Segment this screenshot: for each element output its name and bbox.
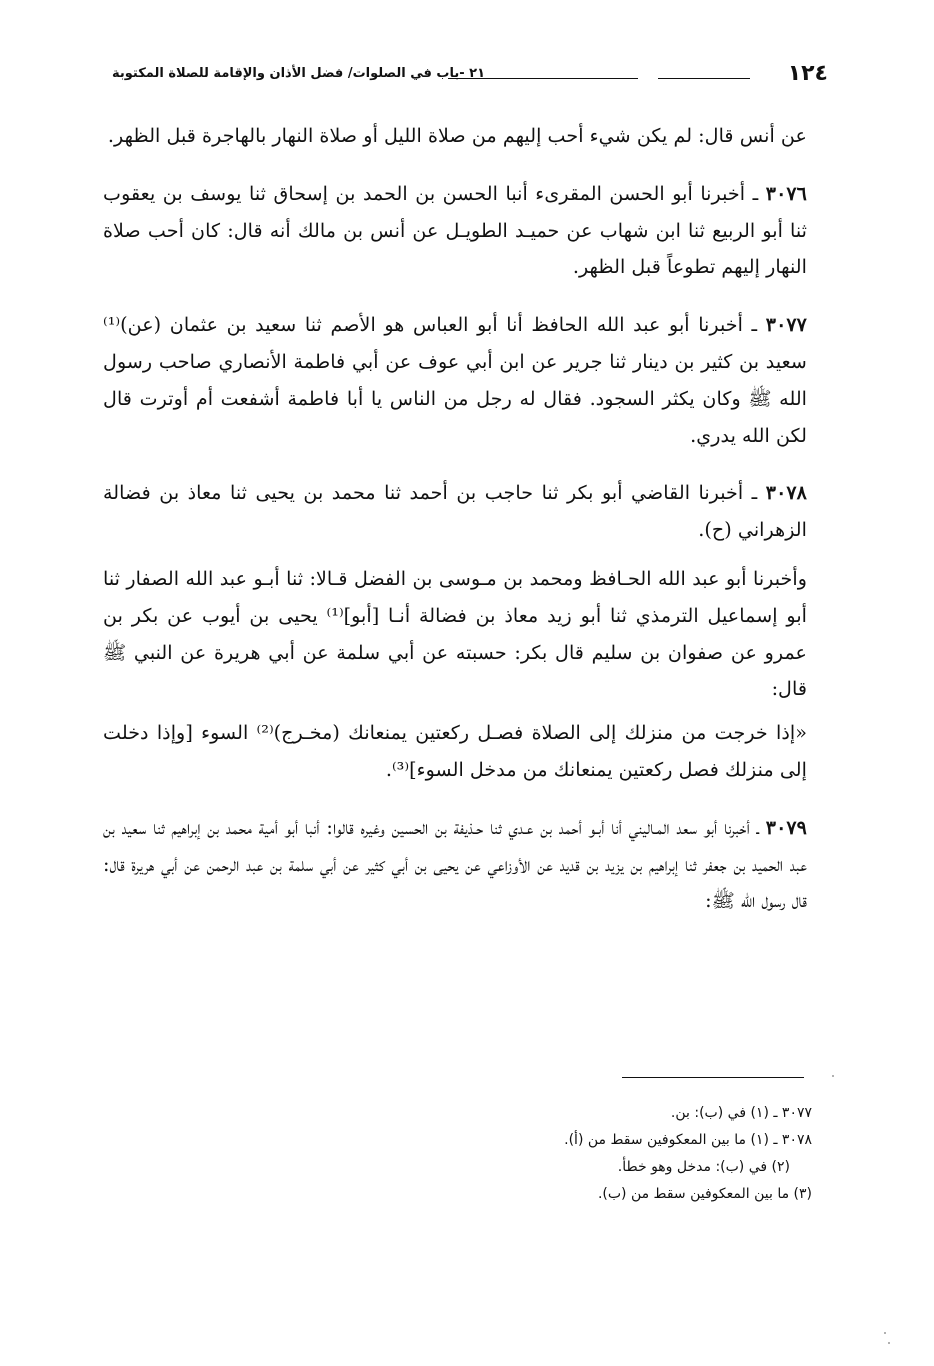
hadith-number: ٣٠٧٦ xyxy=(765,181,807,205)
scan-speck xyxy=(888,1342,890,1344)
paragraph-text: وأخبرنا أبو عبد الله الحـافظ ومحمد بن مـوسى بن الفضل قـالا: ثنا أبـو عبد الله الصفار ثنا أبو إسماعيل الترمذي ثنا أبو زيد معاذ بن فضالة أنـا [أبو]⁽¹⁾ يحيى بن أيوب عن بكر بن عمرو عن صفوان بن سليم قال بكر: حسبته عن أبي سلمة عن أبي هريرة عن النبي ﷺ قال: xyxy=(103,566,808,701)
main-text xyxy=(103,118,807,920)
paragraph-text: عن أنس قال: لم يكن شيء أحب إليهم من صلاة الليل أو صلاة النهار بالهاجرة قبل الظهر. xyxy=(107,124,807,147)
scan-speck xyxy=(884,1332,886,1334)
footnote: ٣٠٧٧ ـ (١) في (ب): بن. xyxy=(670,1105,812,1121)
paragraph xyxy=(103,561,807,708)
hadith-number: ٣٠٧٨ xyxy=(765,481,807,505)
scan-speck xyxy=(832,1075,834,1077)
paragraph xyxy=(103,118,807,155)
footnote-separator xyxy=(622,1077,804,1078)
hadith-3079 xyxy=(103,810,807,920)
header-rule xyxy=(658,78,750,79)
paragraph-text: «إذا خرجت من منزلك إلى الصلاة فصـل ركعتين يمنعانك (مخـرج)⁽²⁾ السوء [وإذا دخلت إلى منزلك فصل ركعتين يمنعانك من مدخل السوء]⁽³⁾. xyxy=(103,721,807,781)
hadith-3077 xyxy=(103,307,807,454)
page-header xyxy=(108,56,828,98)
hadith-3078 xyxy=(103,475,807,549)
hadith-number: ٣٠٧٩ xyxy=(765,815,807,839)
hadith-number: ٣٠٧٧ xyxy=(765,313,807,337)
running-title: ٢١ -باب في الصلوات/ فضل الأذان والإقامة للصلاة المكتوبة xyxy=(112,66,486,81)
footnote: ٣٠٧٨ ـ (١) ما بين المعكوفين سقط من (أ). xyxy=(564,1132,812,1148)
footnote: (٢) في (ب): مدخل وهو خطأ. xyxy=(617,1159,790,1175)
hadith-quote xyxy=(103,715,807,789)
paragraph-text: ـ أخبرنا أبو سعد المـاليني أنا أبـو أحمد بن عـدي ثنا حـذيفة بن الحسين وغيره قالوا: أنبا أبو أمية محمد بن إبراهيم ثنا سعيد بن عبد الحميد بن جعفر ثنا إبراهيم بن يزيد بن قديد عن الأوزاعي عن يحيى بن أبي كثير عن أبي سلمة بن عبد الرحمن عن أبي هريرة قال: قال رسول الله ﷺ: xyxy=(103,815,807,913)
footnotes xyxy=(420,1100,812,1208)
paragraph-text: ـ أخبرنا القاضي أبو بكر ثنا حاجب بن أحمد ثنا محمد بن يحيى ثنا معاذ بن فضالة الزهراني (ح). xyxy=(103,481,807,542)
footnote: (٣) ما بين المعكوفين سقط من (ب). xyxy=(597,1186,812,1202)
paragraph-text: ـ أخبرنا أبو الحسن المقرىء أنبا الحسن بن الحمد بن إسحاق ثنا يوسف بن يعقوب ثنا أبو الربيع ثنا ابن شهاب عن حميـد الطويـل عن أنس بن مالك أنه قال: كان أحب صلاة النهار إليهم تطوعاً قبل الظهر. xyxy=(103,181,807,279)
paragraph-text: ـ أخبرنا أبو عبد الله الحافظ أنا أبو العباس هو الأصم ثنا سعيد بن عثمان (عن)⁽¹⁾ سعيد بن كثير بن دينار ثنا جرير عن ابن أبي عوف عن أبي فاطمة الأنصاري صاحب رسول الله ﷺ وكان يكثر السجود. فقال له رجل من الناس يا أبا فاطمة أشفعت أم أوترت قال لكن الله يدري. xyxy=(103,313,807,447)
hadith-3076 xyxy=(103,176,807,286)
page-number: ١٢٤ xyxy=(787,61,828,86)
